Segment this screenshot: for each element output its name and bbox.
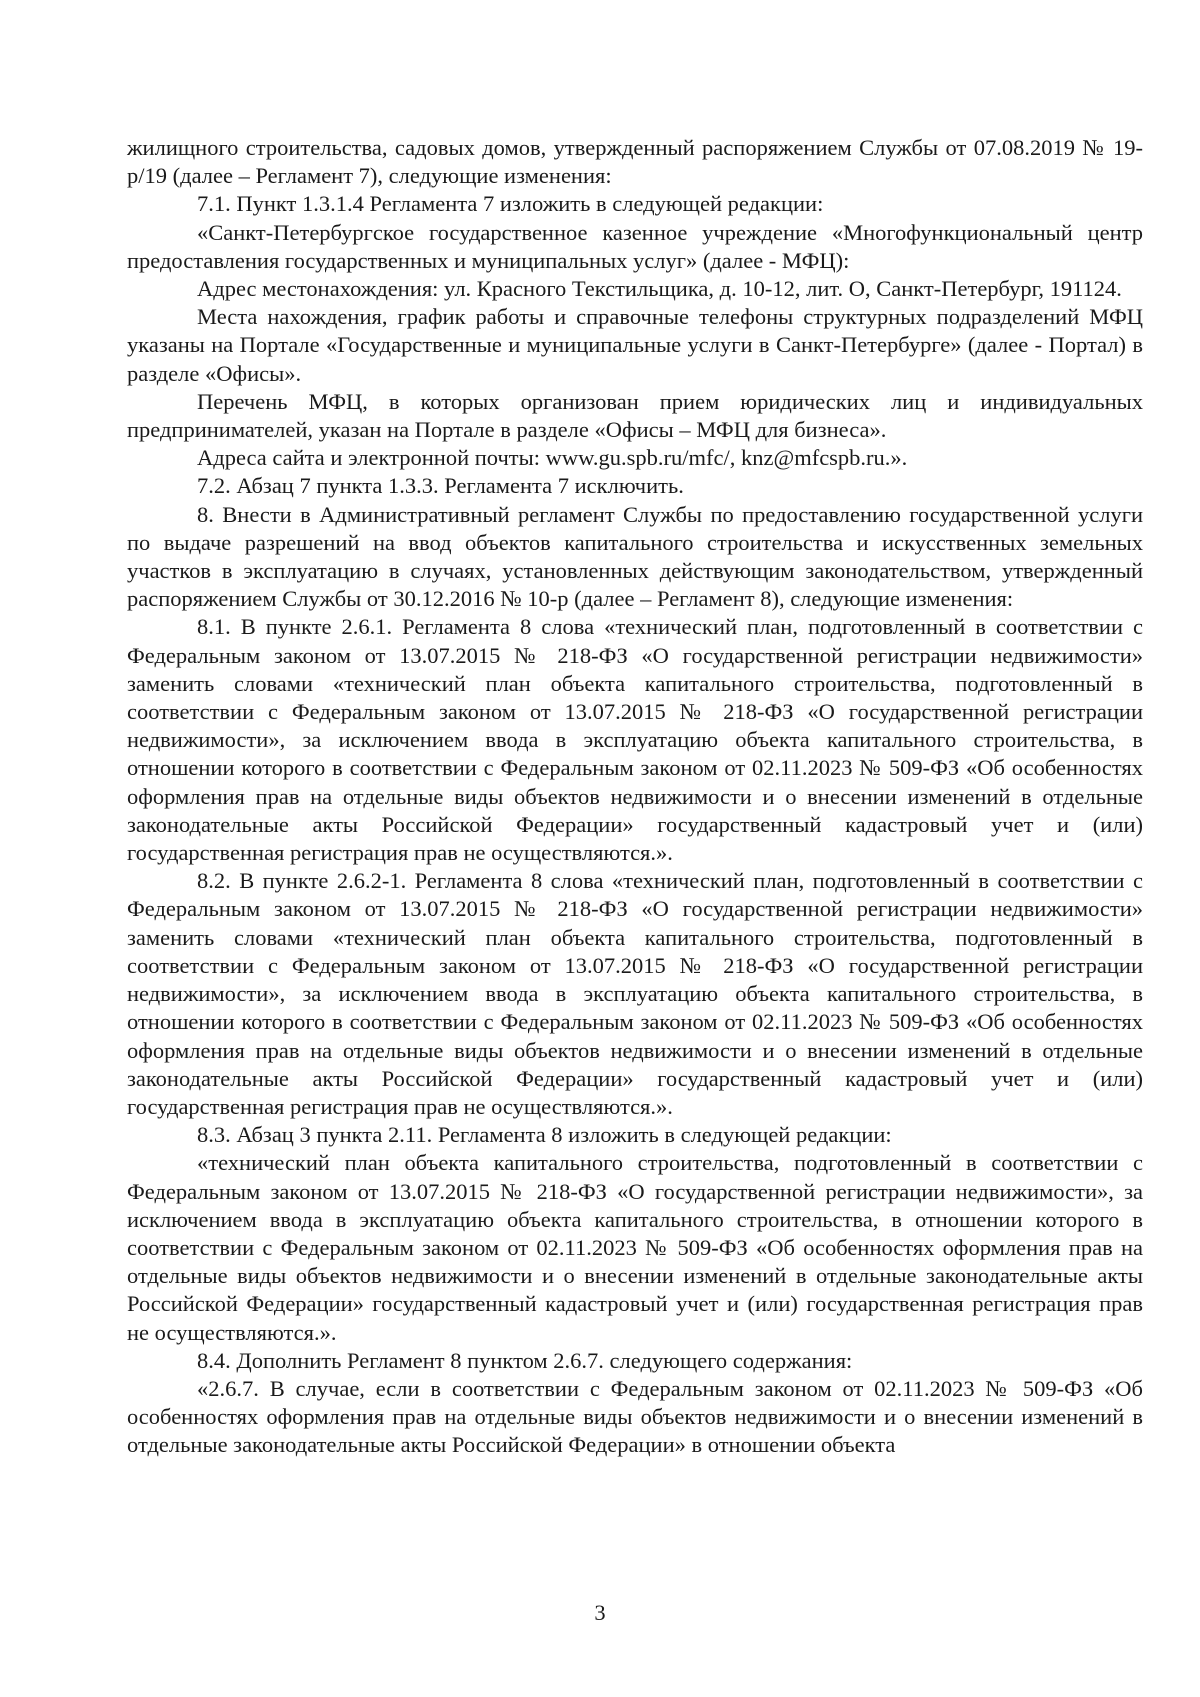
paragraph: 8. Внести в Административный регламент Службы по предоставлению государственной услуги по выдаче разрешений на ввод объектов капитального строительства и искусственных земельных участков в эксплуатацию в случаях, установленных действующим законодательством, утвержденный распоряжением Службы от 30.12.2016 № 10-р (далее – Регламент 8), следующие изменения: [127,501,1143,612]
page-number: 3 [594,1600,606,1625]
paragraph: 8.2. В пункте 2.6.2-1. Регламента 8 слова «технический план, подготовленный в соответствии с Федеральным законом от 13.07.2015 № 218-ФЗ «О государственной регистрации недвижимости» заменить словами «технический план объекта капитального строительства, подготовленный в соответствии с Федеральным законом от 13.07.2015 № 218-ФЗ «О государственной регистрации недвижимости», за исключением ввода в эксплуатацию объекта капитального строительства, в отношении которого в соответствии с Федеральным законом от 02.11.2023 № 509-ФЗ «Об особенностях оформления прав на отдельные виды объектов недвижимости и о внесении изменений в отдельные законодательные акты Российской Федерации» государственный кадастровый учет и (или) государственная регистрация прав не осуществляются.». [127,868,1143,1119]
paragraph: «2.6.7. В случае, если в соответствии с Федеральным законом от 02.11.2023 № 509-ФЗ «Об особенностях оформления прав на отдельные виды объектов недвижимости и о внесении изменений в отдельные законодательные акты Российской Федерации» в отношении объекта [127,1375,1143,1458]
paragraph: Места нахождения, график работы и справочные телефоны структурных подразделений МФЦ указаны на Портале «Государственные и муниципальные услуги в Санкт-Петербурге» (далее - Портал) в разделе «Офисы». [127,304,1143,386]
paragraph: Адрес местонахождения: ул. Красного Текстильщика, д. 10-12, лит. О, Санкт-Петербург, 191124. [197,276,1122,302]
paragraph: 7.1. Пункт 1.3.1.4 Регламента 7 изложить в следующей редакции: [197,191,824,217]
paragraph: 8.4. Дополнить Регламент 8 пунктом 2.6.7. следующего содержания: [197,1347,853,1373]
document-body [127,134,1143,1460]
paragraph: Перечень МФЦ, в которых организован прием юридических лиц и индивидуальных предпринимателей, указан на Портале в разделе «Офисы – МФЦ для бизнеса». [127,388,1143,443]
paragraph: 8.1. В пункте 2.6.1. Регламента 8 слова «технический план, подготовленный в соответствии с Федеральным законом от 13.07.2015 № 218-ФЗ «О государственной регистрации недвижимости» заменить словами «технический план объекта капитального строительства, подготовленный в соответствии с Федеральным законом от 13.07.2015 № 218-ФЗ «О государственной регистрации недвижимости», за исключением ввода в эксплуатацию объекта капитального строительства, в отношении которого в соответствии с Федеральным законом от 02.11.2023 № 509-ФЗ «Об особенностях оформления прав на отдельные виды объектов недвижимости и о внесении изменений в отдельные законодательные акты Российской Федерации» государственный кадастровый учет и (или) государственная регистрация прав не осуществляются.». [127,614,1143,866]
paragraph: «технический план объекта капитального строительства, подготовленный в соответствии с Федеральным законом от 13.07.2015 № 218-ФЗ «О государственной регистрации недвижимости», за исключением ввода в эксплуатацию объекта капитального строительства, в отношении которого в соответствии с Федеральным законом от 02.11.2023 № 509-ФЗ «Об особенностях оформления прав на отдельные виды объектов недвижимости и о внесении изменений в отдельные законодательные акты Российской Федерации» государственный кадастровый учет и (или) государственная регистрация прав не осуществляются.». [127,1150,1143,1345]
paragraph: Адреса сайта и электронной почты: www.gu.spb.ru/mfc/, knz@mfcspb.ru.». [197,445,908,471]
paragraph: жилищного строительства, садовых домов, утвержденный распоряжением Службы от 07.08.2019 № 19-р/19 (далее – Регламент 7), следующие изменения: [127,135,1143,189]
paragraph: «Санкт-Петербургское государственное казенное учреждение «Многофункциональный центр предоставления государственных и муниципальных услуг» (далее - МФЦ): [127,219,1143,273]
paragraph: 7.2. Абзац 7 пункта 1.3.3. Регламента 7 исключить. [197,473,684,499]
paragraph: 8.3. Абзац 3 пункта 2.11. Регламента 8 изложить в следующей редакции: [197,1122,892,1148]
